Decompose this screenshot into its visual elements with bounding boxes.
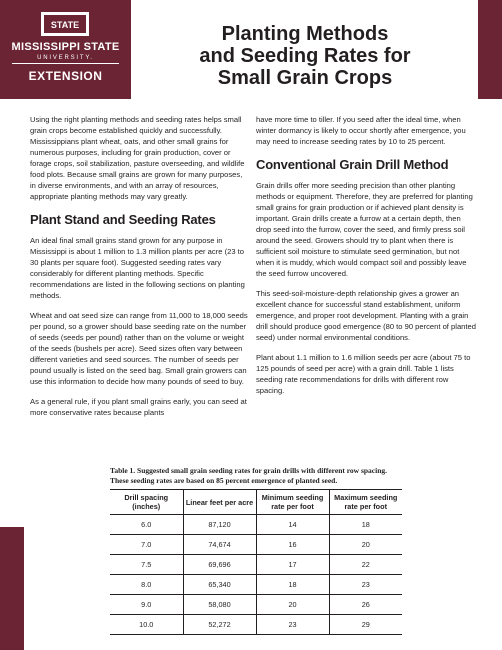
table-cell: 8.0 <box>110 575 183 595</box>
table-cell: 9.0 <box>110 595 183 615</box>
table-cell: 58,080 <box>183 595 256 615</box>
table-cell: 14 <box>256 515 329 535</box>
seeding-rate-table-block <box>102 466 404 635</box>
page-title <box>140 23 470 89</box>
org-name: MISSISSIPPI STATE <box>11 41 120 53</box>
title-line-3: Small Grain Crops <box>217 67 393 89</box>
column-header-drill-spacing: Drill spacing (inches) <box>110 490 183 515</box>
extension-label: EXTENSION <box>28 69 103 83</box>
column-header-min-rate: Minimum seeding rate per foot <box>256 490 329 515</box>
body-paragraph: have more time to tiller. If you seed after the ideal time, when winter dormancy is likely to occur shortly after emergence, you may need to increase seeding rates by 10 to 25 percent. <box>256 115 466 146</box>
table-cell: 23 <box>256 615 329 635</box>
section-heading-plant-stand: Plant Stand and Seeding Rates <box>30 212 216 227</box>
body-paragraph: As a general rule, if you plant small grains early, you can seed at more conservative rates because plants <box>30 397 247 417</box>
section-heading-grain-drill: Conventional Grain Drill Method <box>256 157 449 172</box>
table-cell: 18 <box>256 575 329 595</box>
footer-accent-bar <box>0 527 24 650</box>
right-column <box>256 114 478 405</box>
table-cell: 20 <box>256 595 329 615</box>
table-cell: 22 <box>329 555 402 575</box>
table-cell: 18 <box>329 515 402 535</box>
table-cell: 26 <box>329 595 402 615</box>
table-cell: 17 <box>256 555 329 575</box>
table-cell: 23 <box>329 575 402 595</box>
table-row <box>110 575 402 595</box>
org-sub: UNIVERSITY. <box>37 55 94 61</box>
table-row <box>110 595 402 615</box>
table-cell: 7.5 <box>110 555 183 575</box>
table-caption: Table 1. Suggested small grain seeding rates for grain drills with different row spacing. These seeding rates are based on 85 percent emergence of planted seed. <box>110 466 388 485</box>
table-header-row <box>110 490 402 515</box>
body-paragraph: An ideal final small grains stand grown for any purpose in Mississippi is about 1 million to 1.3 million plants per acre (23 to 30 plants per square foot). Suggested seeding rates vary considerably for different planting methods. Specific recommendations are listed in the following sections on planting methods. <box>30 236 245 300</box>
seeding-rate-table <box>110 489 402 635</box>
body-paragraph: Grain drills offer more seeding precision than other planting methods or equipment. Therefore, they are preferred for planting small grains for grain production or if achieved plant density is important. Grain drills create a furrow at a certain depth, then drop seed into the furrow, cover the seed, and firmly press soil around the seed. Growers should try to plant when there is sufficient soil moisture to stimulate seed germination, but not when it is muddy, which would compact soil and possibly leave the seed furrow uncovered. <box>256 181 473 278</box>
table-cell: 7.0 <box>110 535 183 555</box>
table-cell: 87,120 <box>183 515 256 535</box>
table-row <box>110 515 402 535</box>
table-cell: 52,272 <box>183 615 256 635</box>
body-paragraph: This seed-soil-moisture-depth relationship gives a grower an excellent chance for successful stand establishment, uniform emergence, and proper root development. Planting with a grain drill should produce good emergence (80 to 90 percent of planted seed) under normal environmental conditions. <box>256 289 476 342</box>
table-cell: 6.0 <box>110 515 183 535</box>
table-cell: 74,674 <box>183 535 256 555</box>
table-row <box>110 615 402 635</box>
table-row <box>110 535 402 555</box>
table-cell: 16 <box>256 535 329 555</box>
intro-paragraph: Using the right planting methods and seeding rates helps small grain crops become established quickly and successfully. Mississippians plant wheat, oats, and other small grains for numerous purposes, including for grain production, cover or forage crops, soil stabilization, pasture overseeding, and wildlife food plots. Because small grains are grown for many purposes, in diverse environments, and with an array of resources, appropriate planting methods may vary greatly. <box>30 115 245 201</box>
left-column <box>30 114 250 427</box>
column-header-max-rate: Maximum seeding rate per foot <box>329 490 402 515</box>
svg-text:STATE: STATE <box>50 20 80 30</box>
title-line-1: Planting Methods <box>221 23 389 45</box>
table-cell: 69,696 <box>183 555 256 575</box>
body-paragraph: Plant about 1.1 million to 1.6 million seeds per acre (about 75 to 125 pounds of seed per acre) with a grain drill. Table 1 lists seeding rate recommendations for drills with different row spacing. <box>256 353 471 395</box>
column-header-linear-feet: Linear feet per acre <box>183 490 256 515</box>
table-cell: 29 <box>329 615 402 635</box>
msu-m-logo-icon <box>41 12 89 36</box>
logo-divider <box>12 63 119 64</box>
title-line-2: and Seeding Rates for <box>199 45 411 67</box>
header-accent-bar <box>478 0 502 99</box>
table-cell: 65,340 <box>183 575 256 595</box>
extension-logo <box>0 0 131 99</box>
table-row <box>110 555 402 575</box>
body-paragraph: Wheat and oat seed size can range from 11,000 to 18,000 seeds per pound, so a grower should base seeding rate on the number of seeds (seeds per pound) rather than on the volume or weight of the seeds (bushels per acre). Seed sizes often vary between different varieties and seed sources. The number of seeds per pound usually is listed on the seed bag. Small grain growers can use this information to decide how many pounds of seed to buy. <box>30 311 248 386</box>
table-cell: 20 <box>329 535 402 555</box>
table-cell: 10.0 <box>110 615 183 635</box>
